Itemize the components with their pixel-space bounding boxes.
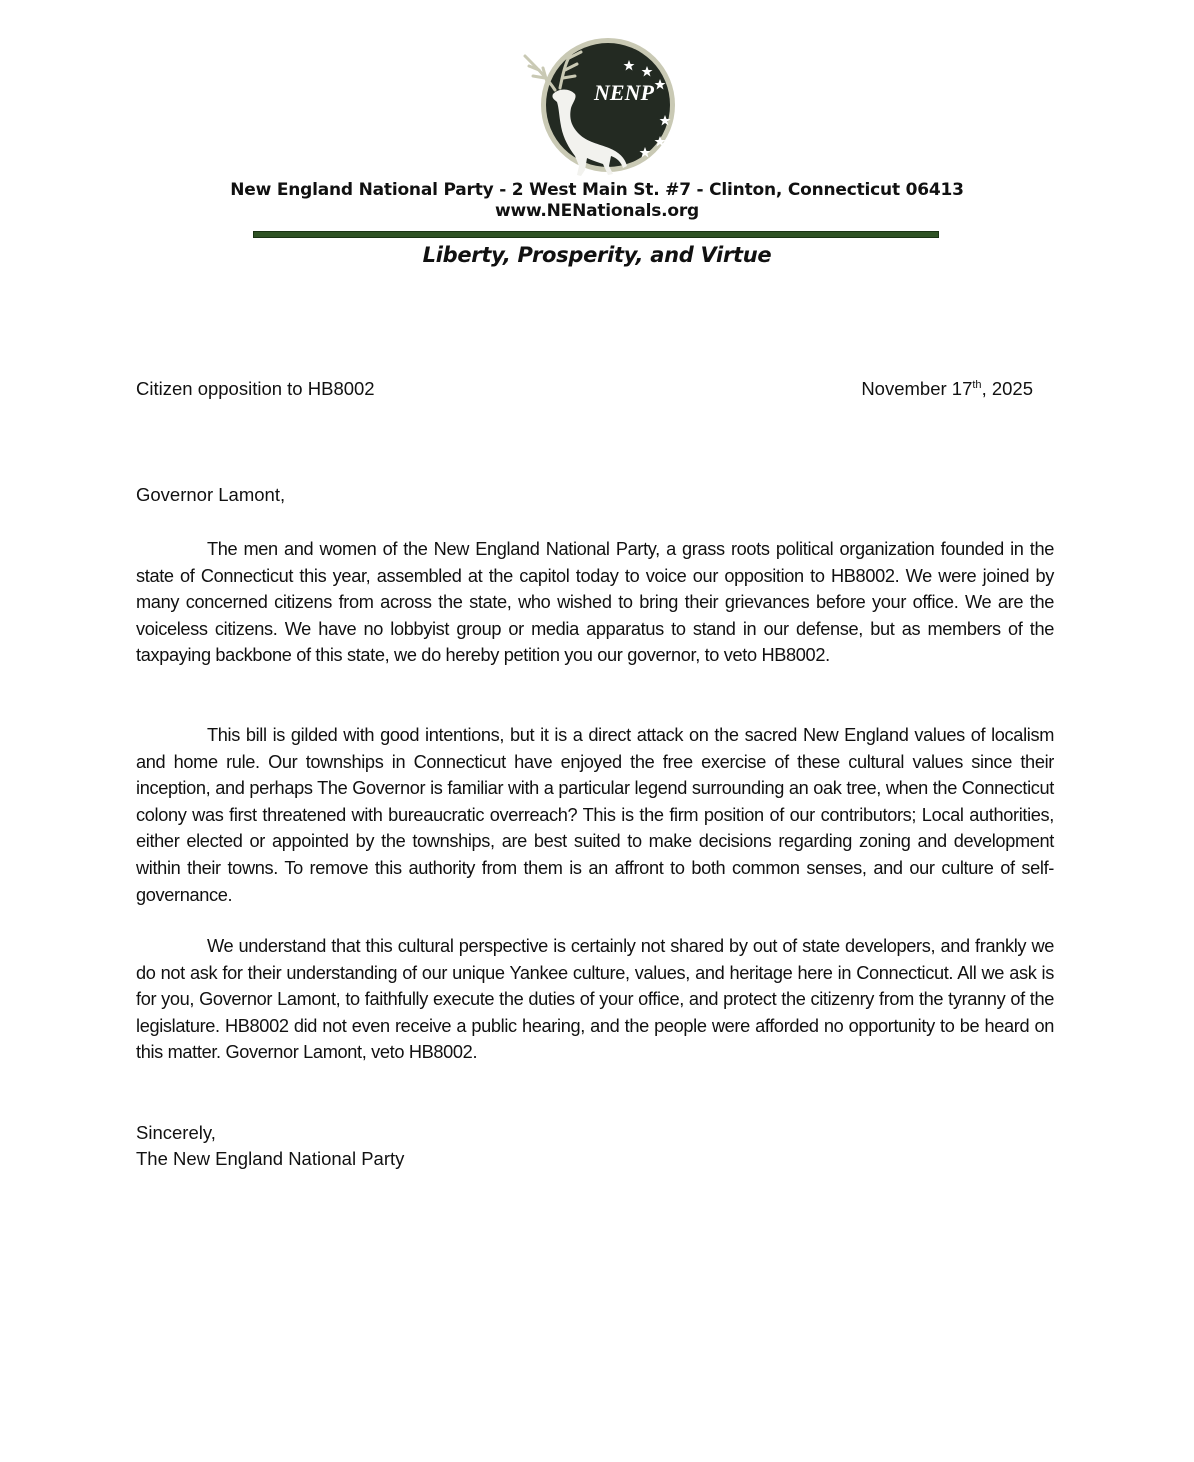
nenp-logo (515, 38, 680, 178)
date-suffix: th (972, 378, 982, 391)
date-year: , 2025 (981, 378, 1033, 399)
signature: The New England National Party (136, 1148, 405, 1169)
letterhead-divider (253, 231, 939, 238)
closing-phrase: Sincerely, (136, 1122, 216, 1143)
website-link[interactable]: www.NENationals.org (494, 201, 700, 221)
motto: Liberty, Prosperity, and Virtue (422, 243, 772, 267)
letter-subject: Citizen opposition to HB8002 (136, 378, 375, 399)
letter-date (861, 378, 1033, 400)
body-paragraph-3 (136, 933, 1054, 1066)
body-paragraph-2 (136, 722, 1054, 908)
paragraph-text: We understand that this cultural perspective is certainly not shared by out of state developers, and frankly we do not ask for their understanding of our unique Yankee culture, values, and heritage here in Connecticut. All we ask is for you, Governor Lamont, to faithfully execute the duties of your office, and protect the citizenry from the tyranny of the legislature. HB8002 did not even receive a public hearing, and the people were afforded no opportunity to be heard on this matter. Governor Lamont, veto HB8002. (136, 936, 1054, 1063)
logo-text: NENP (594, 80, 654, 105)
letterhead-address (0, 180, 1194, 222)
paragraph-text: This bill is gilded with good intentions, but it is a direct attack on the sacred New England values of localism and home rule. Our townships in Connecticut have enjoyed the free exercise of these cultural values since their inception, and perhaps The Governor is familiar with a particular legend surrounding an oak tree, when the Connecticut colony was first threatened with bureaucratic overreach? This is the firm position of our contributors; Local authorities, either elected or appointed by the townships, are best suited to make decisions regarding zoning and development within their towns. To remove this authority from them is an affront to both common senses, and our culture of self-governance. (136, 725, 1054, 905)
stag-emblem-icon (515, 38, 680, 178)
body-paragraph-1 (136, 536, 1054, 669)
salutation: Governor Lamont, (136, 484, 286, 505)
date-month-day: November 17 (861, 378, 973, 399)
address-line: New England National Party - 2 West Main St. #7 - Clinton, Connecticut 06413 (230, 180, 964, 200)
paragraph-text: The men and women of the New England National Party, a grass roots political organization founded in the state of Connecticut this year, assembled at the capitol today to voice our opposition to HB8002. We were joined by many concerned citizens from across the state, who wished to bring their grievances before your office. We are the voiceless citizens. We have no lobbyist group or media apparatus to stand in our defense, but as members of the taxpaying backbone of this state, we do hereby petition you our governor, to veto HB8002. (136, 539, 1054, 666)
letter-closing (136, 1120, 404, 1172)
